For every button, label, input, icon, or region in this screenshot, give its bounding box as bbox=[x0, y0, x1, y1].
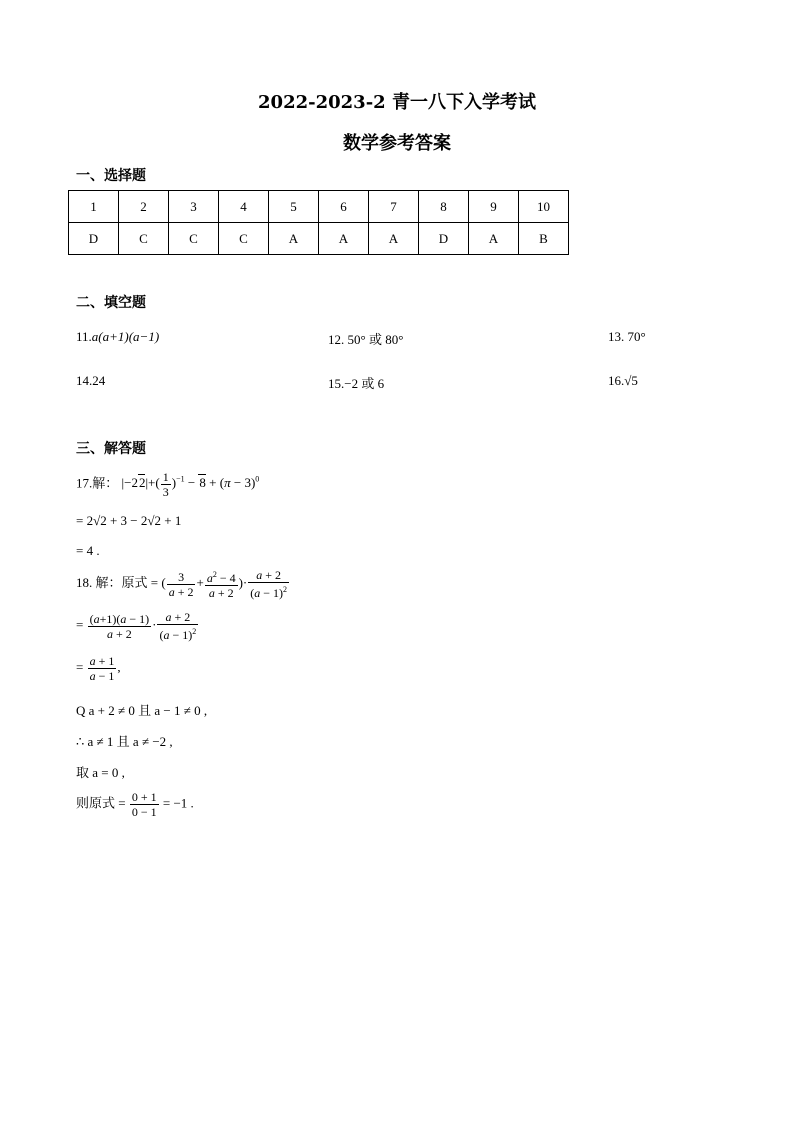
q17-line1 bbox=[76, 470, 259, 499]
table-cell: 8 bbox=[419, 191, 469, 223]
page-subtitle: 数学参考答案 bbox=[343, 133, 451, 154]
table-cell: A bbox=[269, 223, 319, 255]
q18-line7-den: 0 − 1 bbox=[131, 805, 157, 819]
q18-line2: = $\frac{(a+1)(a - 1)}{a + 2}$ · $\frac{a + 2}{(a - 1)^2}$ bbox=[76, 610, 197, 642]
answer-16-expr: √5 bbox=[624, 373, 638, 388]
table-cell: 2 bbox=[119, 191, 169, 223]
q18-line3: = $\frac{a + 1}{a - 1}$ , bbox=[76, 654, 121, 683]
q18-line4: Q a + 2 ≠ 0 且 a − 1 ≠ 0 , bbox=[76, 703, 208, 718]
section-heading-solve: 三、解答题 bbox=[76, 441, 146, 457]
table-cell: D bbox=[419, 223, 469, 255]
table-cell: 10 bbox=[519, 191, 569, 223]
table-cell: 4 bbox=[219, 191, 269, 223]
answer-11-expr: a(a+1)(a−1) bbox=[91, 329, 160, 344]
answer-11-num: 11. bbox=[76, 329, 92, 344]
section-heading-choice: 一、选择题 bbox=[76, 168, 146, 184]
q18-line7 bbox=[76, 790, 194, 819]
table-cell: 5 bbox=[269, 191, 319, 223]
table-row-numbers bbox=[69, 191, 569, 223]
q18-line7-result: = −1 . bbox=[162, 795, 194, 811]
q18-line5: ∴ a ≠ 1 且 a ≠ −2 , bbox=[76, 734, 173, 749]
table-cell: C bbox=[119, 223, 169, 255]
answer-15: 15.−2 或 6 bbox=[328, 376, 385, 391]
answer-12: 12. 50° 或 80° bbox=[328, 332, 404, 347]
table-cell: A bbox=[319, 223, 369, 255]
page-title: 2022-2023-2 青一八下入学考试 bbox=[258, 92, 536, 113]
answer-11 bbox=[76, 329, 159, 345]
table-row-answers bbox=[69, 223, 569, 255]
q17-line3: = 4 . bbox=[76, 543, 100, 558]
table-cell: A bbox=[369, 223, 419, 255]
table-cell: 6 bbox=[319, 191, 369, 223]
q17-line2: = 2√2 + 3 − 2√2 + 1 bbox=[76, 513, 182, 528]
answer-16-num: 16. bbox=[608, 373, 625, 388]
section-heading-fill: 二、填空题 bbox=[76, 295, 146, 311]
answer-13: 13. 70° bbox=[608, 329, 646, 344]
table-cell: A bbox=[469, 223, 519, 255]
answer-14: 14.24 bbox=[76, 373, 106, 388]
q17-label: 17.解： bbox=[76, 475, 119, 491]
table-cell: B bbox=[519, 223, 569, 255]
q18-line7-label: 则原式 = bbox=[76, 795, 126, 811]
answer-16 bbox=[608, 373, 638, 389]
answer-table bbox=[68, 190, 569, 255]
q18-line1 bbox=[76, 568, 290, 600]
table-cell: 7 bbox=[369, 191, 419, 223]
table-cell: 1 bbox=[69, 191, 119, 223]
q18-line6: 取 a = 0 , bbox=[76, 765, 125, 780]
table-cell: D bbox=[69, 223, 119, 255]
q18-expression: ( $\frac{3}{a + 2}$ + $\frac{a^2 - 4}{a + 2}$ )· $\frac{a + 2}{(a - 1)^2}$ bbox=[161, 568, 288, 600]
table-cell: 3 bbox=[169, 191, 219, 223]
q18-label: 18. 解：原式 = bbox=[76, 574, 159, 590]
q18-line7-num: 0 + 1 bbox=[131, 790, 157, 804]
table-cell: C bbox=[169, 223, 219, 255]
table-cell: C bbox=[219, 223, 269, 255]
table-cell: 9 bbox=[469, 191, 519, 223]
q17-expression: |−22|+( $\frac{1}{3}$ )$^{-1} - 8 + (\pi - 3)^0$ bbox=[121, 470, 260, 499]
